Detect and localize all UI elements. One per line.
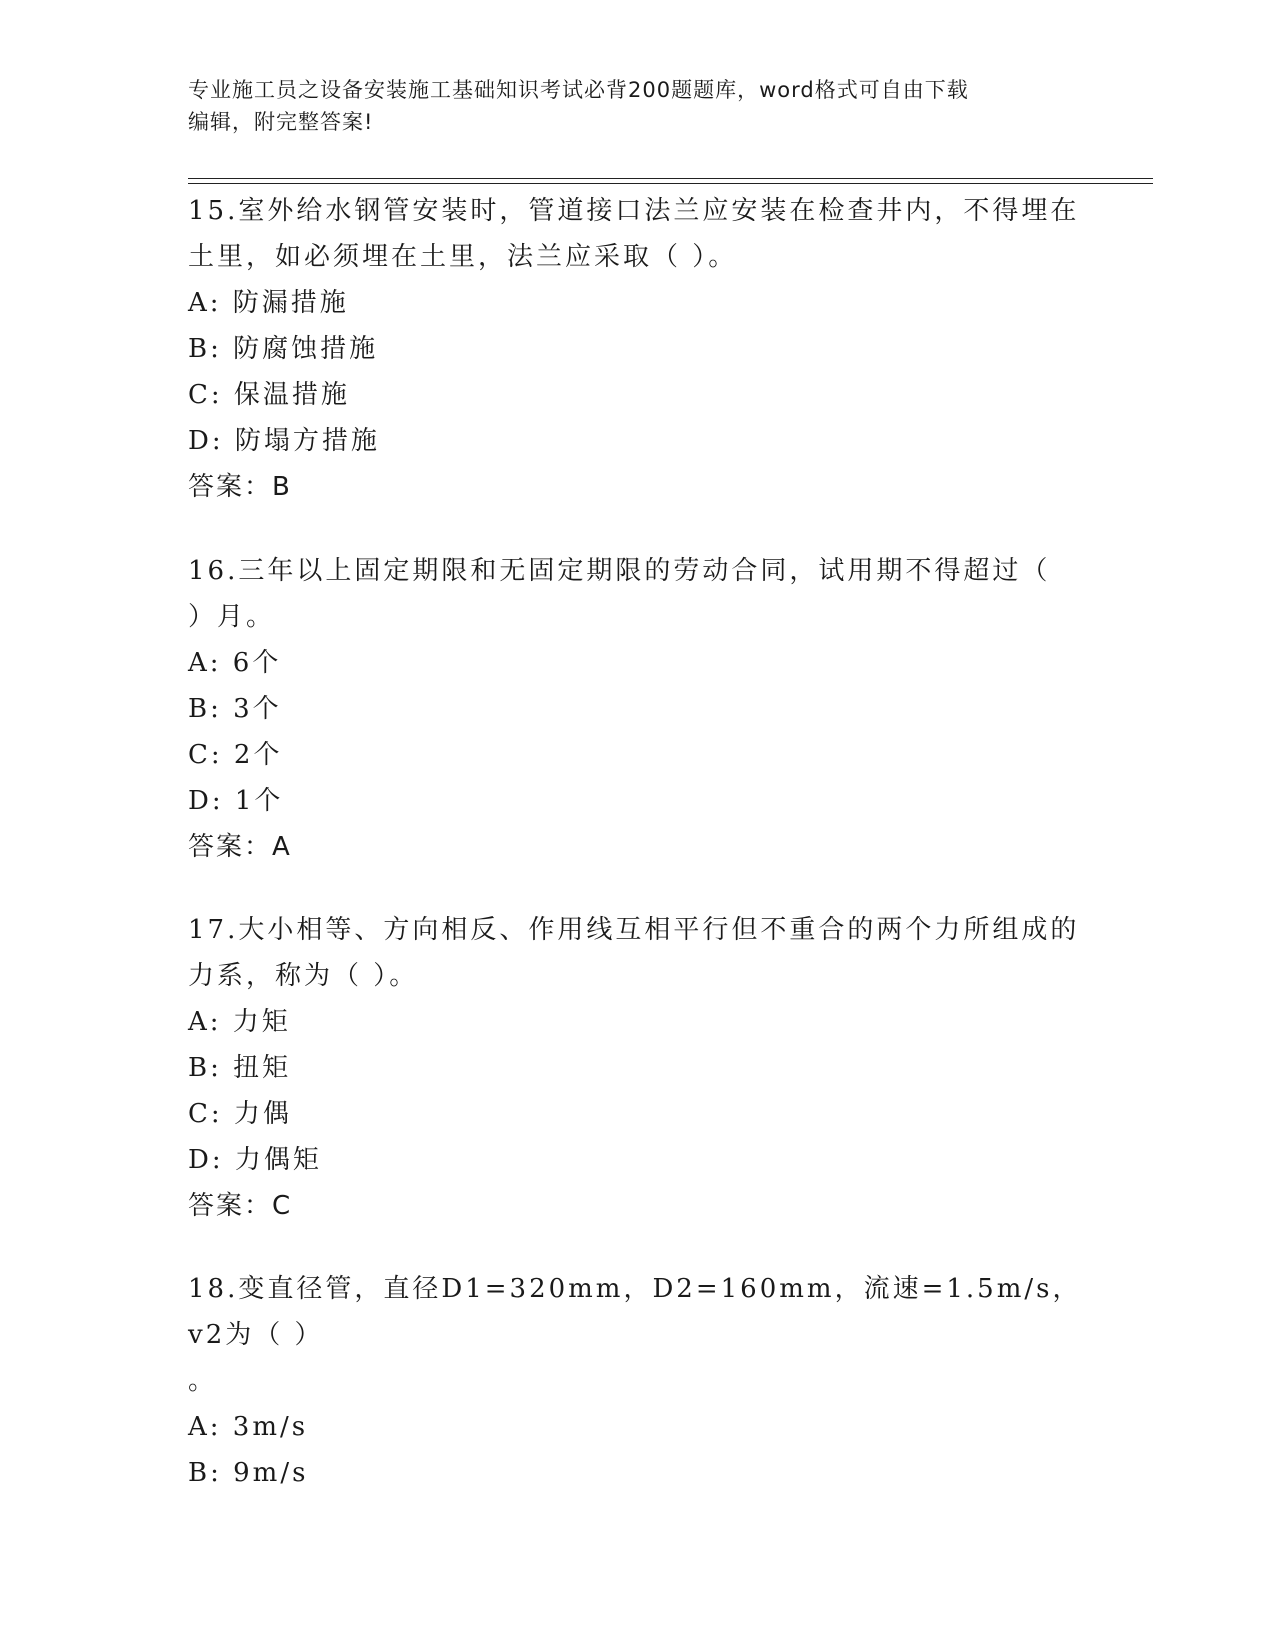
- option-a: A: 防漏措施: [188, 288, 349, 318]
- option-b: B: 扭矩: [188, 1053, 292, 1083]
- option-b: B: 9m/s: [188, 1458, 309, 1488]
- header-title-line-2: 编辑，附完整答案!: [188, 110, 374, 134]
- question-16: [188, 548, 1088, 870]
- option-a: A: 力矩: [188, 1007, 291, 1037]
- option-a: A: 3m/s: [188, 1412, 309, 1442]
- option-d: D: 力偶矩: [188, 1145, 322, 1175]
- question-stem-line-2: 土里，如必须埋在土里，法兰应采取（ ）。: [188, 242, 738, 272]
- question-18: [188, 1266, 1088, 1496]
- question-stem-line-1: 16.三年以上固定期限和无固定期限的劳动合同，试用期不得超过（: [188, 556, 1051, 586]
- option-a: A: 6个: [188, 648, 282, 678]
- answer: 答案：A: [188, 832, 292, 862]
- option-d: D: 1个: [188, 786, 284, 816]
- header-divider-top: [188, 178, 1153, 179]
- document-header: [188, 74, 1068, 138]
- question-stem-line-1: 15.室外给水钢管安装时，管道接口法兰应安装在检查井内，不得埋在: [188, 196, 1080, 226]
- question-stem-line-2: ）月。: [188, 602, 276, 632]
- question-stem-line-2: 。: [188, 1366, 218, 1396]
- option-b: B: 3个: [188, 694, 282, 724]
- question-stem-line-2: 力系，称为（ ）。: [188, 961, 419, 991]
- option-c: C: 2个: [188, 740, 283, 770]
- question-stem-line-1: 17.大小相等、方向相反、作用线互相平行但不重合的两个力所组成的: [188, 915, 1080, 945]
- option-c: C: 力偶: [188, 1099, 292, 1129]
- option-c: C: 保温措施: [188, 380, 350, 410]
- header-title-line-1: 专业施工员之设备安装施工基础知识考试必背200题题库，word格式可自由下载: [188, 78, 969, 102]
- option-b: B: 防腐蚀措施: [188, 334, 379, 364]
- question-15: [188, 188, 1088, 510]
- answer: 答案：C: [188, 1191, 293, 1221]
- option-d: D: 防塌方措施: [188, 426, 380, 456]
- header-divider-bottom: [188, 183, 1153, 184]
- question-17: [188, 907, 1088, 1229]
- question-stem-line-1: 18.变直径管，直径D1=320mm，D2=160mm，流速=1.5m/s，v2为（ ）: [188, 1274, 1082, 1350]
- answer: 答案：B: [188, 472, 292, 502]
